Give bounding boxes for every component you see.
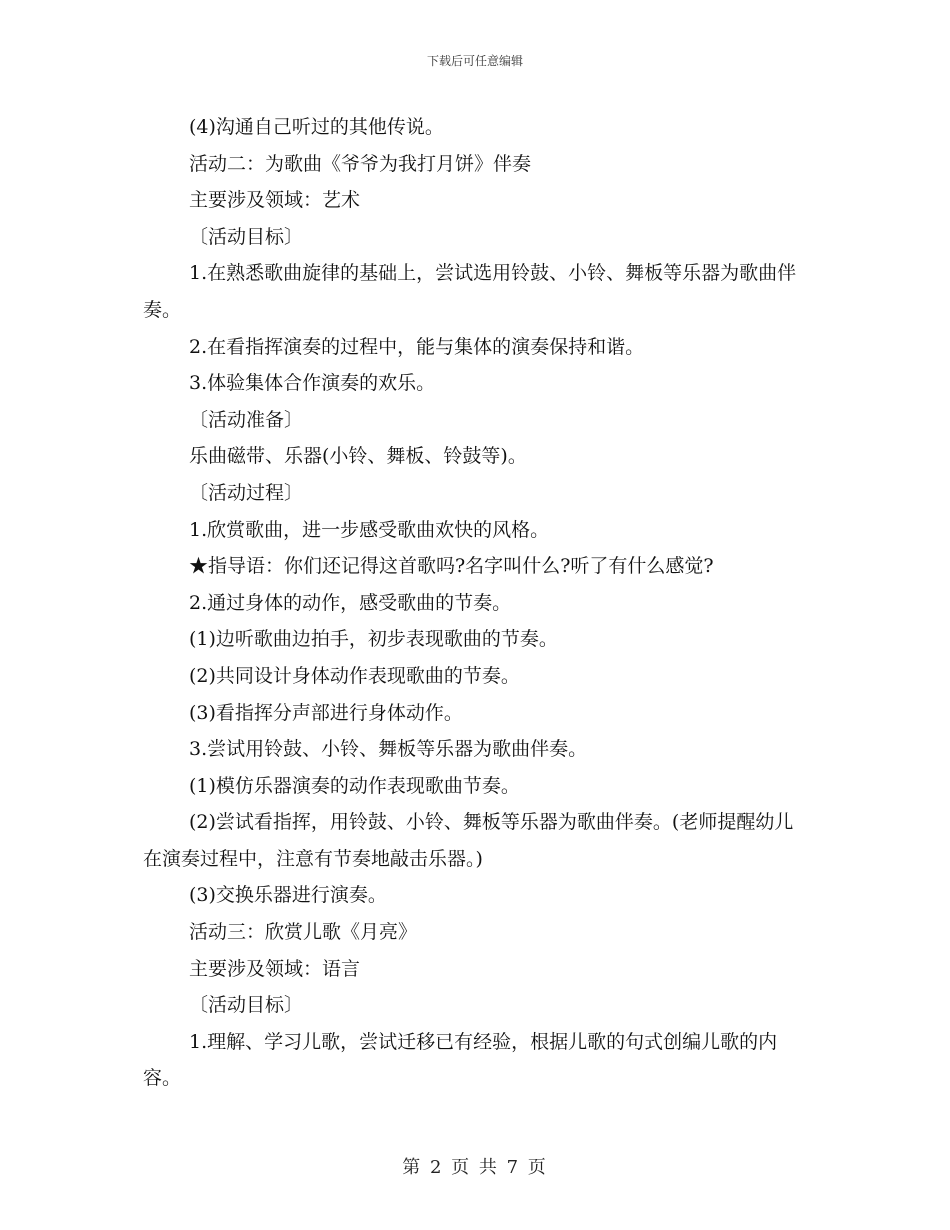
paragraph: 2.通过身体的动作，感受歌曲的节奏。 [189,591,512,614]
guidance-line: ★指导语：你们还记得这首歌吗?名字叫什么?听了有什么感觉? [189,555,714,578]
activity-title: 活动三：欣赏儿歌《月亮》 [189,921,418,944]
document-body [143,109,797,1097]
paragraph: (3)交换乐器进行演奏。 [189,884,387,907]
paragraph: 乐曲磁带、乐器(小铃、舞板、铃鼓等)。 [189,445,527,468]
paragraph: (2)共同设计身体动作表现歌曲的节奏。 [189,664,520,687]
section-heading: 〔活动过程〕 [189,481,304,504]
paragraph: 3.尝试用铃鼓、小铃、舞板等乐器为歌曲伴奏。 [189,738,588,761]
page-header: 下载后可任意编辑 [426,54,523,68]
paragraph: (1)模仿乐器演奏的动作表现歌曲节奏。 [189,774,520,797]
paragraph: 3.体验集体合作演奏的欢乐。 [189,372,436,395]
page-footer: 第 2 页 共 7 页 [402,1157,548,1178]
paragraph: 2.在看指挥演奏的过程中，能与集体的演奏保持和谐。 [189,335,645,358]
paragraph: 1.理解、学习儿歌，尝试迁移已有经验，根据儿歌的句式创编儿歌的内容。 [143,1030,778,1090]
paragraph: 1.欣赏歌曲，进一步感受歌曲欢快的风格。 [189,518,550,541]
paragraph: (3)看指挥分声部进行身体动作。 [189,701,463,724]
paragraph: 1.在熟悉歌曲旋律的基础上，尝试选用铃鼓、小铃、舞板等乐器为歌曲伴奏。 [143,262,797,321]
paragraph: (2)尝试看指挥，用铃鼓、小铃、舞板等乐器为歌曲伴奏。(老师提醒幼儿在演奏过程中，注意有节奏地敲击乐器。) [143,811,794,870]
paragraph: (1)边听歌曲边拍手，初步表现歌曲的节奏。 [189,628,558,651]
paragraph: 主要涉及领域：艺术 [189,189,361,212]
activity-title: 活动二：为歌曲《爷爷为我打月饼》伴奏 [189,152,532,175]
section-heading: 〔活动准备〕 [189,408,304,431]
section-heading: 〔活动目标〕 [189,994,304,1017]
section-heading: 〔活动目标〕 [189,225,304,248]
paragraph: 主要涉及领域：语言 [189,957,361,980]
paragraph: (4)沟通自己听过的其他传说。 [189,116,444,138]
